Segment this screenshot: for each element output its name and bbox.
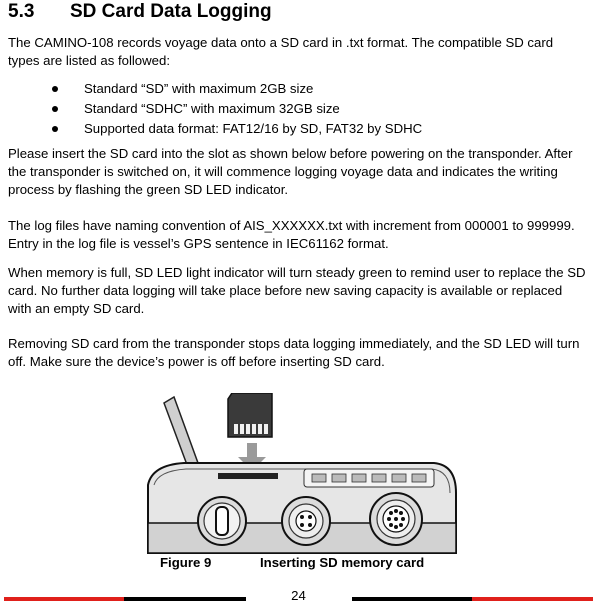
paragraph-naming: The log files have naming convention of AIS_XXXXXX.txt with increment from 000001 to 999999. Entry in the log file is vessel’s GPS sentence in IEC61162 format.: [8, 218, 575, 252]
bullet-icon: [52, 126, 58, 132]
section-heading: [8, 0, 272, 24]
sd-card-icon: [228, 393, 272, 437]
four-pin-connector-icon: [282, 497, 330, 545]
sd-card-insertion-figure: [144, 393, 460, 555]
list-item: Supported data format: FAT12/16 by SD, FAT32 by SDHC: [8, 119, 588, 139]
list-item: Standard “SDHC” with maximum 32GB size: [8, 99, 588, 119]
intro-paragraph: The CAMINO-108 records voyage data onto a SD card in .txt format. The compatible SD card types are listed as followed:: [8, 35, 554, 69]
antenna-connector-icon: [198, 497, 246, 545]
section-number: 5.3: [8, 1, 35, 22]
bullet-icon: [52, 106, 58, 112]
paragraph-removing: Removing SD card from the transponder stops data logging immediately, and the SD LED will turn off. Make sure the device’s power is off before inserting SD card.: [8, 336, 580, 370]
paragraph-memory-full: When memory is full, SD LED light indicator will turn steady green to remind user to replace the SD card. No further data logging will take place before new saving capacity is available or replaced with an empty SD card.: [8, 265, 586, 317]
figure-title: Inserting SD memory card: [260, 555, 425, 570]
paragraph-insert: Please insert the SD card into the slot as shown below before powering on the transponder. After the transponder is switched on, it will commence logging voyage data and indicates the writing process by flashing the green SD LED indicator.: [8, 146, 573, 198]
list-item: Standard “SD” with maximum 2GB size: [8, 79, 588, 99]
section-title: SD Card Data Logging: [70, 1, 272, 22]
figure-label: Figure 9: [160, 555, 212, 570]
sd-type-list: [8, 79, 588, 139]
page-footer: [0, 586, 597, 603]
figure-caption: [160, 555, 424, 570]
bullet-icon: [52, 86, 58, 92]
multi-pin-connector-icon: [370, 493, 422, 545]
page-number: 24: [291, 588, 306, 603]
